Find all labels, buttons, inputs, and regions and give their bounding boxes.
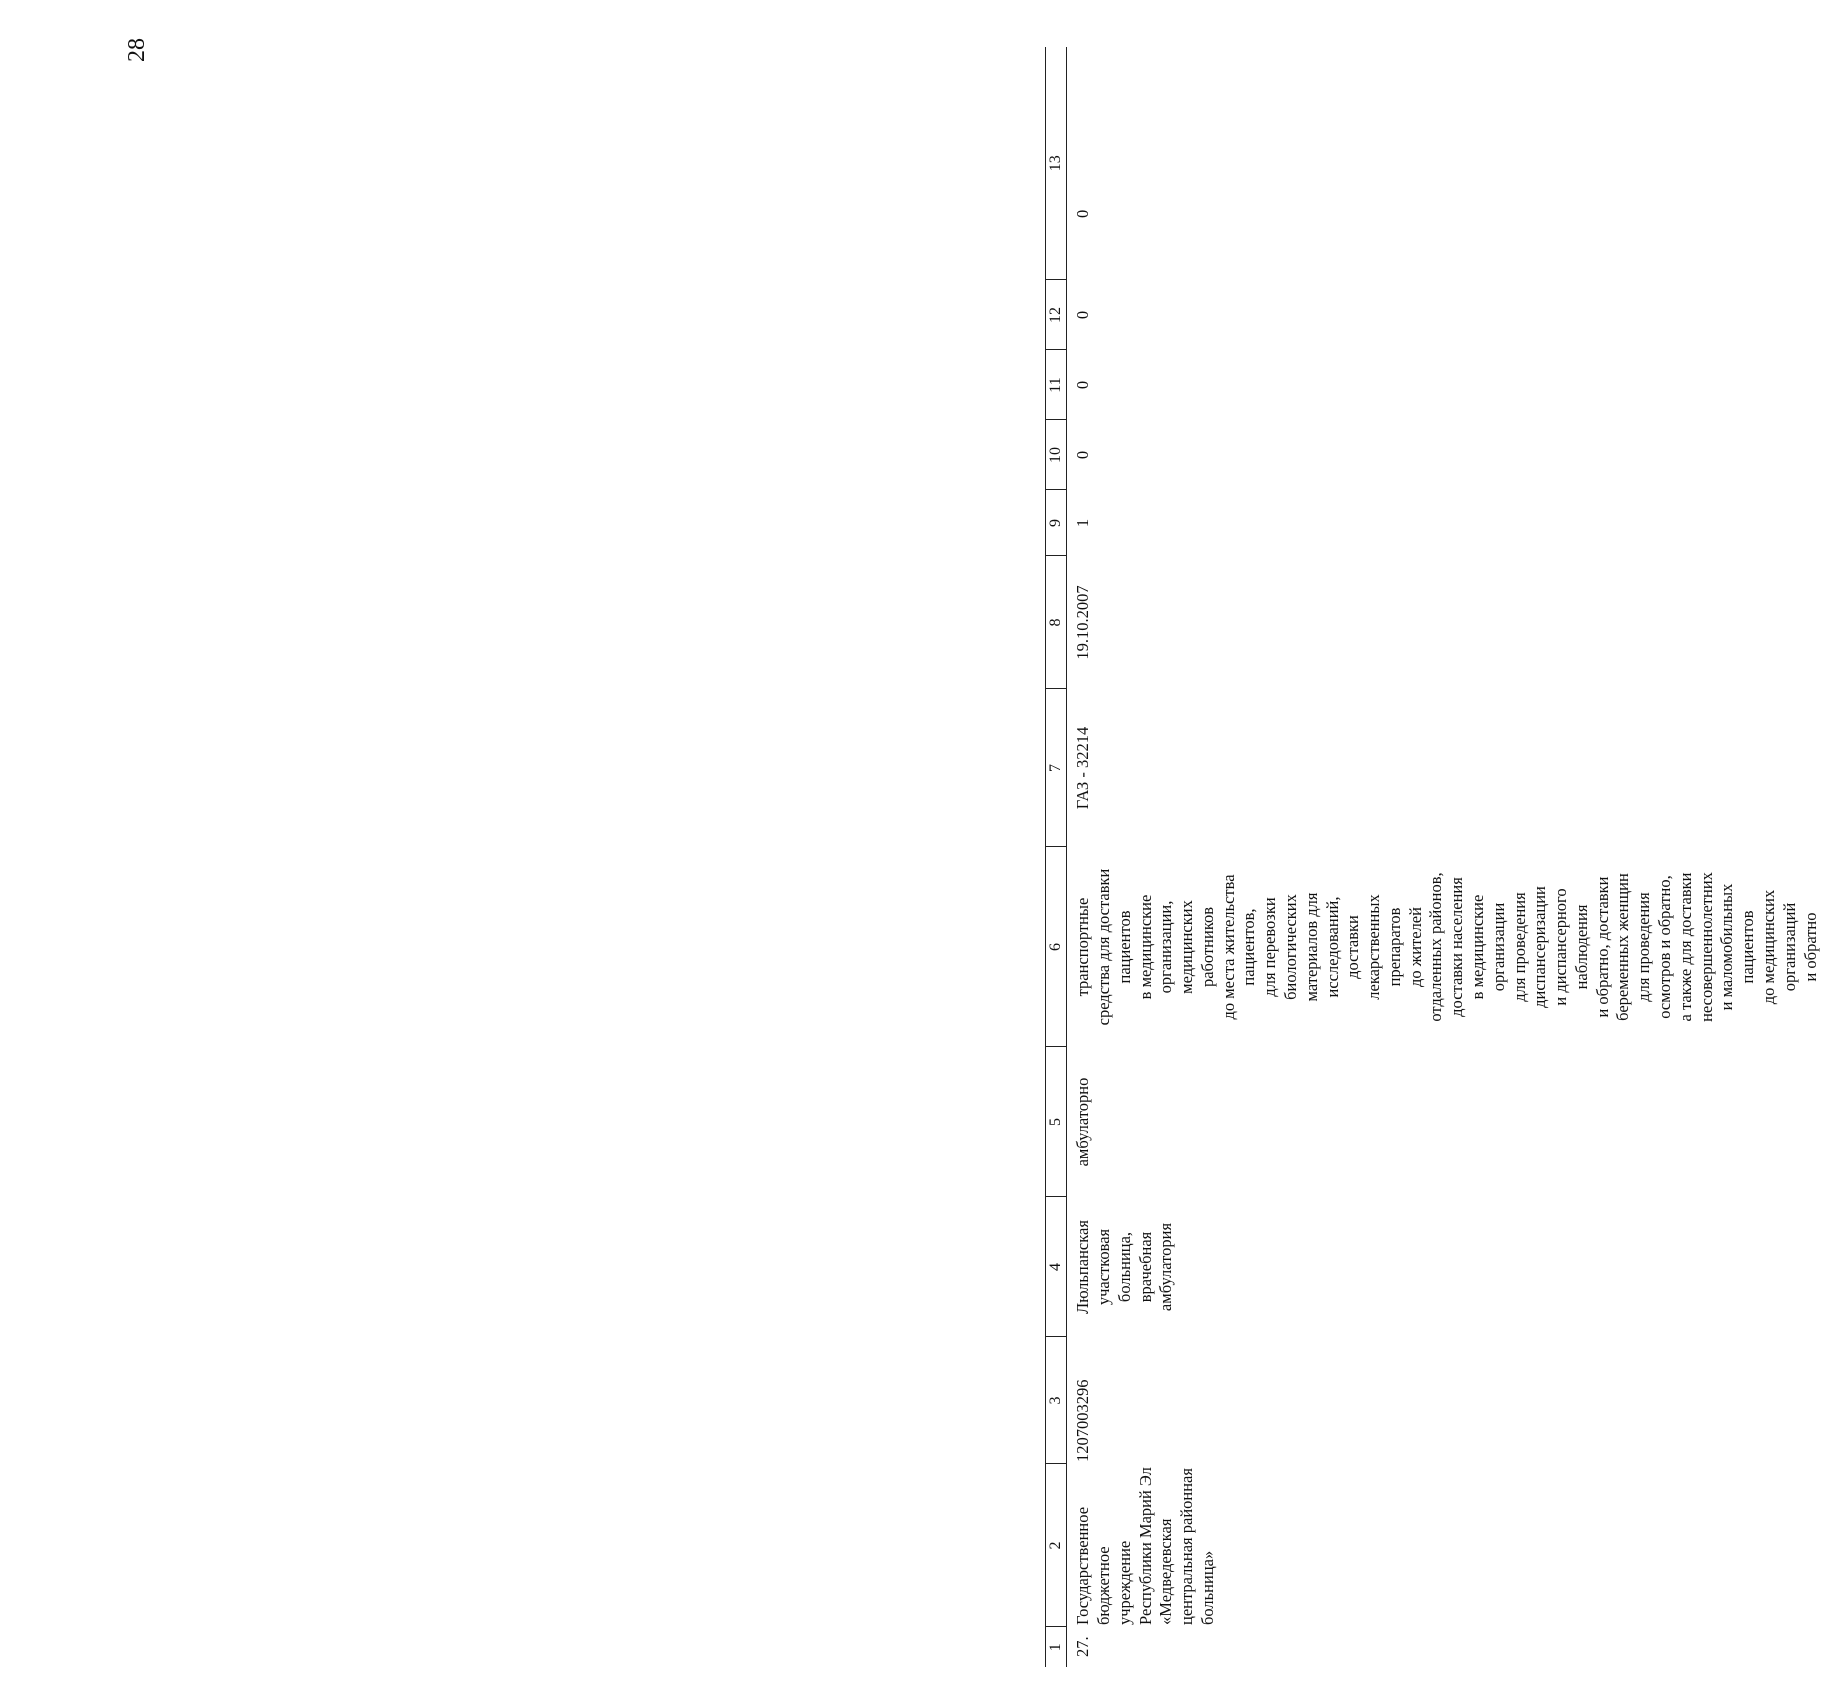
col-header-8: 8 bbox=[1046, 556, 1067, 689]
subdivision-name: Люльпанская участковая больница, врачебная амбулатория bbox=[1073, 1220, 1176, 1314]
col-header-2: 2 bbox=[1046, 1464, 1067, 1627]
rotated-page-content bbox=[1045, 47, 1821, 1667]
value-col-10: 0 bbox=[1073, 450, 1093, 460]
col-header-12: 12 bbox=[1046, 280, 1067, 350]
vehicle-purpose: транспортные средства для доставки пациентов в медицинские организации, медицинских работников до места жительства пациентов, для перевозки биологических материалов для исследований, доставки лекарственных препаратов до жителей отдаленных районов, доставки населения в медицинские организации для проведения диспансеризации и диспансерного наблюдения и обратно, доставки беременных женщин для проведения осмотров и обратно, а также для доставки несовершеннолетних и маломобильных пациентов до медицинских организаций и обратно bbox=[1073, 868, 1820, 1026]
table-row bbox=[1067, 47, 1821, 1667]
value-col-12: 0 bbox=[1073, 310, 1093, 320]
col-header-4: 4 bbox=[1046, 1197, 1067, 1337]
col-header-7: 7 bbox=[1046, 689, 1067, 847]
page-number: 28 bbox=[124, 38, 150, 62]
value-col-13: 0 bbox=[1073, 209, 1093, 218]
care-conditions: амбулаторно bbox=[1073, 1077, 1093, 1167]
col-header-9: 9 bbox=[1046, 490, 1067, 556]
col-header-10: 10 bbox=[1046, 420, 1067, 490]
vehicle-model: ГАЗ - 32214 bbox=[1073, 726, 1093, 810]
col-header-3: 3 bbox=[1046, 1337, 1067, 1464]
inn-value: 1207003296 bbox=[1073, 1379, 1093, 1462]
col-header-6: 6 bbox=[1046, 847, 1067, 1047]
col-header-11: 11 bbox=[1046, 350, 1067, 420]
registry-table bbox=[1045, 47, 1821, 1667]
value-col-9: 1 bbox=[1073, 518, 1093, 528]
institution-name: Государственное бюджетное учреждение Республики Марий Эл «Медведевская центральная районная больница» bbox=[1073, 1467, 1217, 1625]
registration-date: 19.10.2007 bbox=[1073, 585, 1093, 660]
col-header-13: 13 bbox=[1046, 47, 1067, 280]
row-number: 27. bbox=[1073, 1636, 1093, 1657]
col-header-1: 1 bbox=[1046, 1627, 1067, 1667]
value-col-11: 0 bbox=[1073, 380, 1093, 390]
column-number-row bbox=[1046, 47, 1067, 1667]
col-header-5: 5 bbox=[1046, 1047, 1067, 1197]
